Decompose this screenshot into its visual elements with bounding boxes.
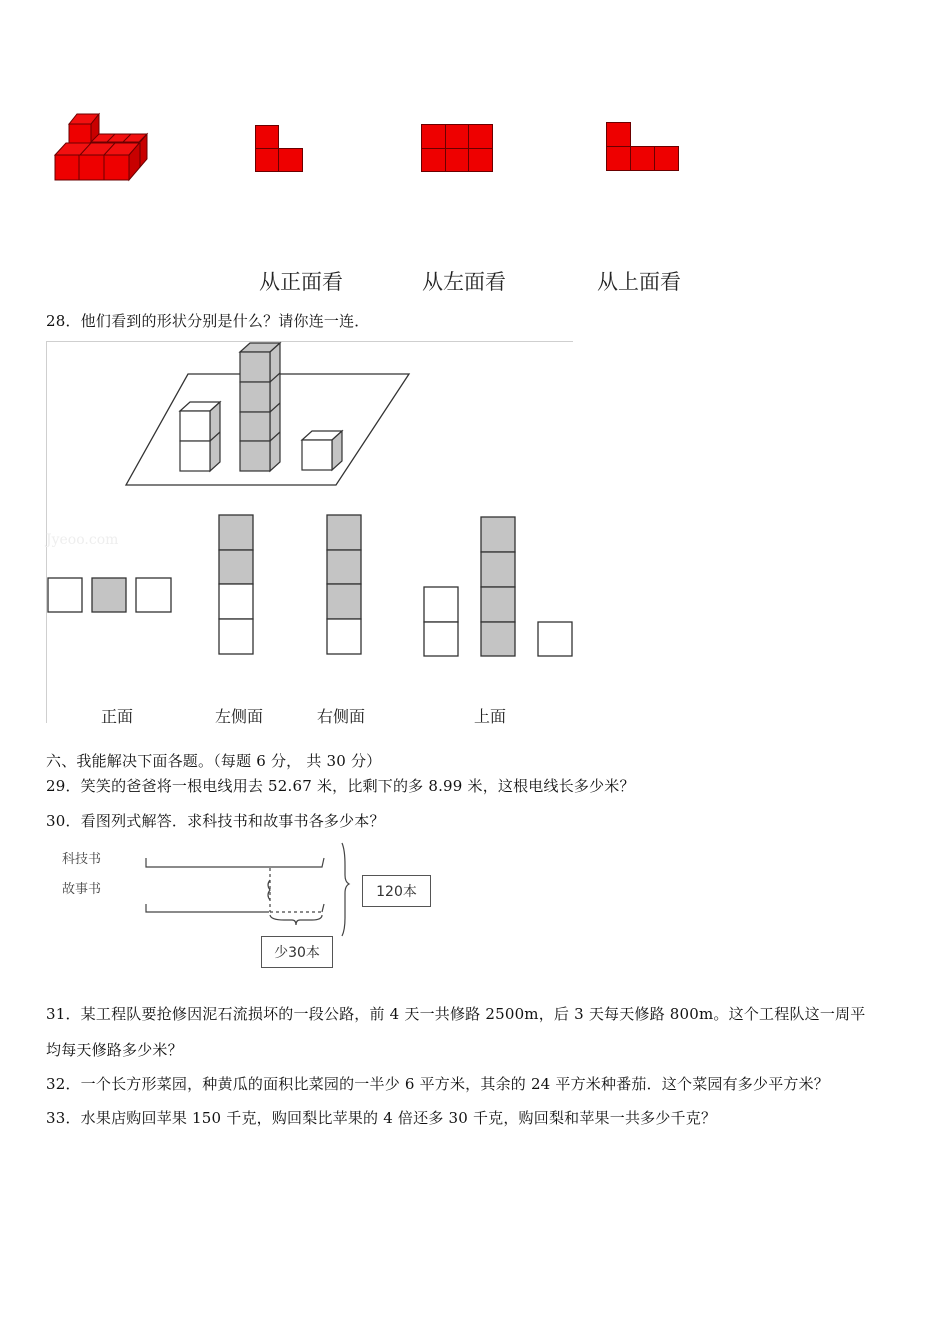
label-front: 正面: [101, 707, 134, 726]
section-6-heading: 六、我能解决下面各题。（每题 6 分， 共 30 分）: [46, 752, 382, 770]
caption-left-view: 从左面看: [422, 270, 506, 294]
label-science-books: 科技书: [62, 852, 102, 867]
watermark: Jyeoo.com: [46, 532, 119, 548]
question-30: 30．看图列式解答．求科技书和故事书各多少本？: [46, 812, 385, 830]
caption-top-view: 从上面看: [597, 270, 681, 294]
total-label-box: 120本: [362, 875, 431, 907]
question-28: 28．他们看到的形状分别是什么？请你连一连．: [46, 312, 370, 330]
question-33: 33．水果店购回苹果 150 千克，购回梨比苹果的 4 倍还多 30 千克，购回梨和苹果一共多少千克？: [46, 1109, 717, 1127]
question-29: 29．笑笑的爸爸将一根电线用去 52.67 米，比剩下的多 8.99 米，这根电线长多少米？: [46, 777, 635, 795]
label-left-side: 左侧面: [215, 707, 264, 726]
label-story-books: 故事书: [62, 882, 102, 897]
label-top: 上面: [474, 707, 507, 726]
label-right-side: 右侧面: [317, 707, 366, 726]
question-31-line-1: 31．某工程队要抢修因泥石流损坏的一段公路，前 4 天一共修路 2500m，后 3 天每天修路 800m。这个工程队这一周平: [46, 1005, 866, 1023]
question-31-line-2: 均每天修路多少米？: [46, 1041, 183, 1059]
question-32: 32．一个长方形菜园，种黄瓜的面积比菜园的一半少 6 平方米，其余的 24 平方米种番茄．这个菜园有多少平方米？: [46, 1075, 829, 1093]
difference-label-box: 少30本: [261, 936, 333, 968]
caption-front-view: 从正面看: [259, 270, 343, 294]
